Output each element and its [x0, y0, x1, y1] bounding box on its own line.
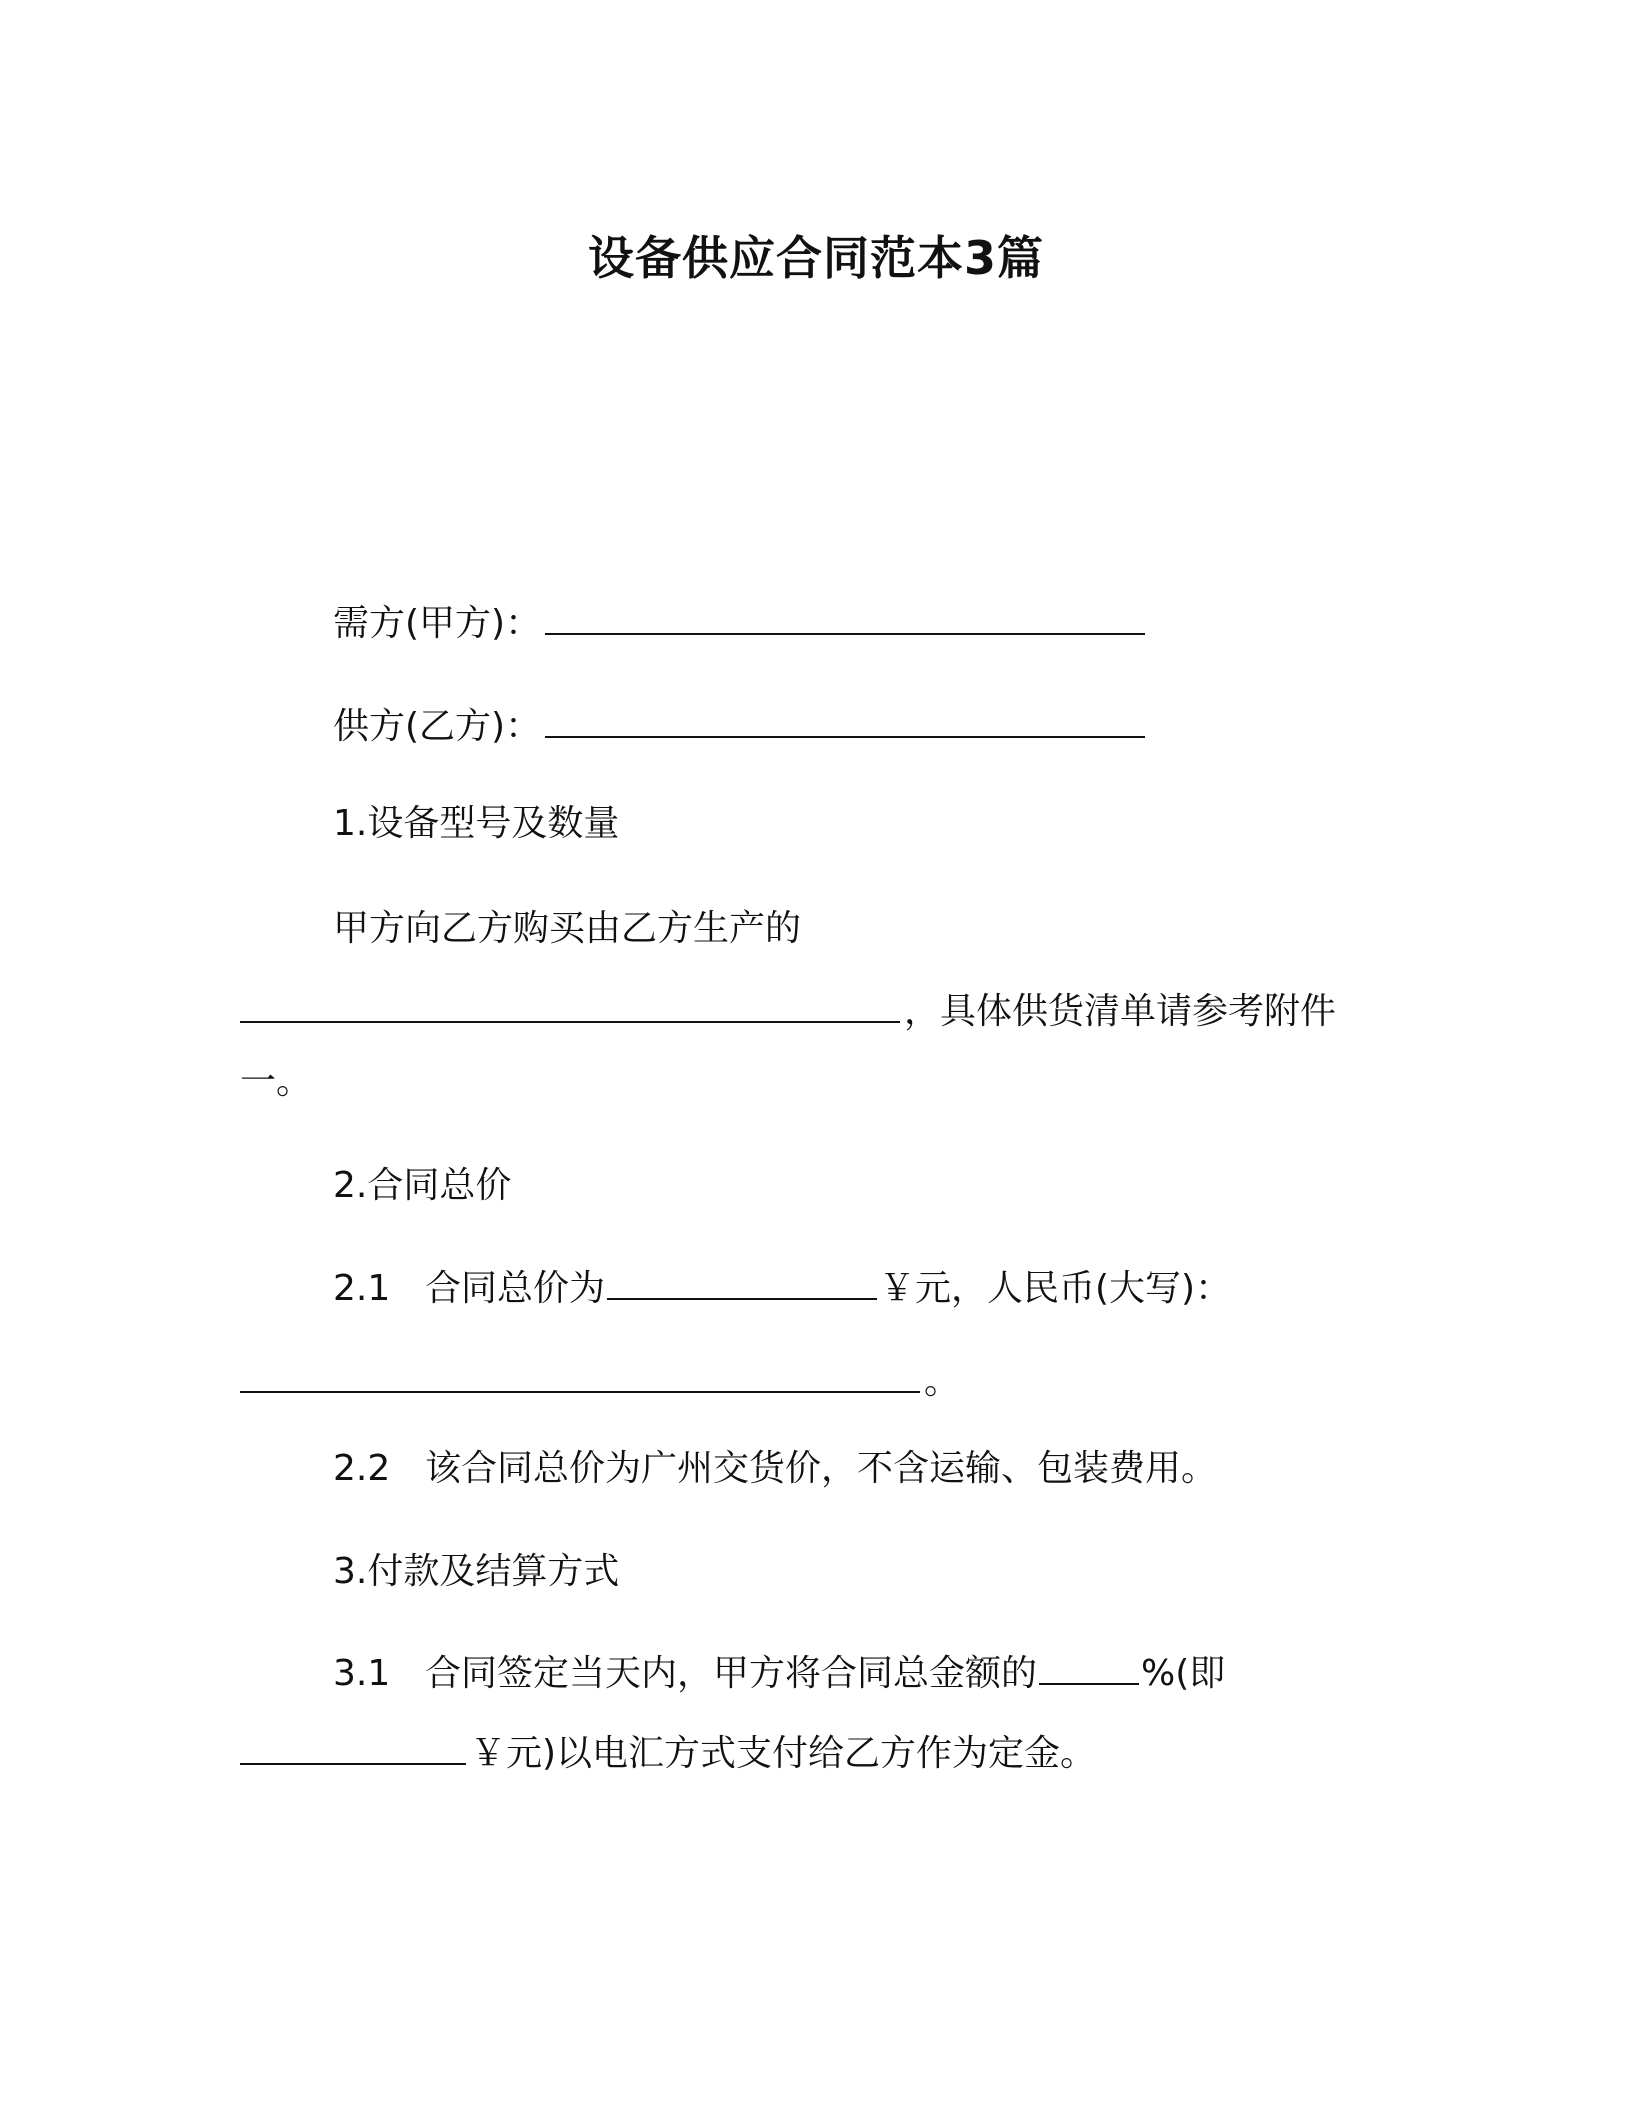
party-a-label: 需方(甲方)： [333, 603, 542, 644]
clause-2-1-text-a: 合同总价为 [425, 1268, 606, 1309]
section1-line2 [240, 988, 1336, 1036]
clause-2-2-text: 该合同总价为广州交货价，不含运输、包装费用。 [425, 1448, 1218, 1489]
party-b-blank[interactable] [545, 706, 1145, 738]
clause-2-1-text-b: ￥元，人民币(大写)： [879, 1268, 1232, 1309]
clause-3-1-number: 3.1 [333, 1653, 391, 1694]
section3-heading: 3.付款及结算方式 [333, 1551, 620, 1592]
clause-3-1-text-b: %(即 [1141, 1653, 1226, 1694]
party-b-line [333, 703, 1149, 751]
party-a-line [333, 600, 1149, 648]
section1-heading: 1.设备型号及数量 [333, 803, 620, 844]
clause-2-2-number: 2.2 [333, 1448, 391, 1489]
section2-heading: 2.合同总价 [333, 1165, 512, 1206]
clause-2-1-line [333, 1265, 1231, 1313]
clause-3-1-text-c: ￥元)以电汇方式支付给乙方作为定金。 [470, 1733, 1097, 1774]
document-title: 设备供应合同范本3篇 [587, 231, 1044, 285]
clause-2-1-text-c: 。 [924, 1361, 961, 1402]
clause-2-1-number: 2.1 [333, 1268, 391, 1309]
clause-2-1-line2 [240, 1358, 960, 1406]
party-a-blank[interactable] [545, 603, 1145, 635]
section1-text2: ，具体供货清单请参考附件 [904, 991, 1337, 1032]
clause-3-1-line [333, 1650, 1225, 1698]
section1-text3: 一。 [240, 1061, 313, 1102]
rmb-uppercase-blank[interactable] [240, 1361, 920, 1393]
deposit-amount-blank[interactable] [240, 1733, 466, 1765]
section1-text1: 甲方向乙方购买由乙方生产的 [333, 908, 802, 949]
product-blank[interactable] [240, 991, 900, 1023]
total-price-blank[interactable] [607, 1268, 877, 1300]
party-b-label: 供方(乙方)： [333, 706, 542, 747]
clause-3-1-line2 [240, 1730, 1096, 1778]
deposit-percent-blank[interactable] [1039, 1653, 1139, 1685]
clause-3-1-text-a: 合同签定当天内，甲方将合同总金额的 [425, 1653, 1038, 1694]
clause-2-2-line [333, 1445, 1217, 1493]
